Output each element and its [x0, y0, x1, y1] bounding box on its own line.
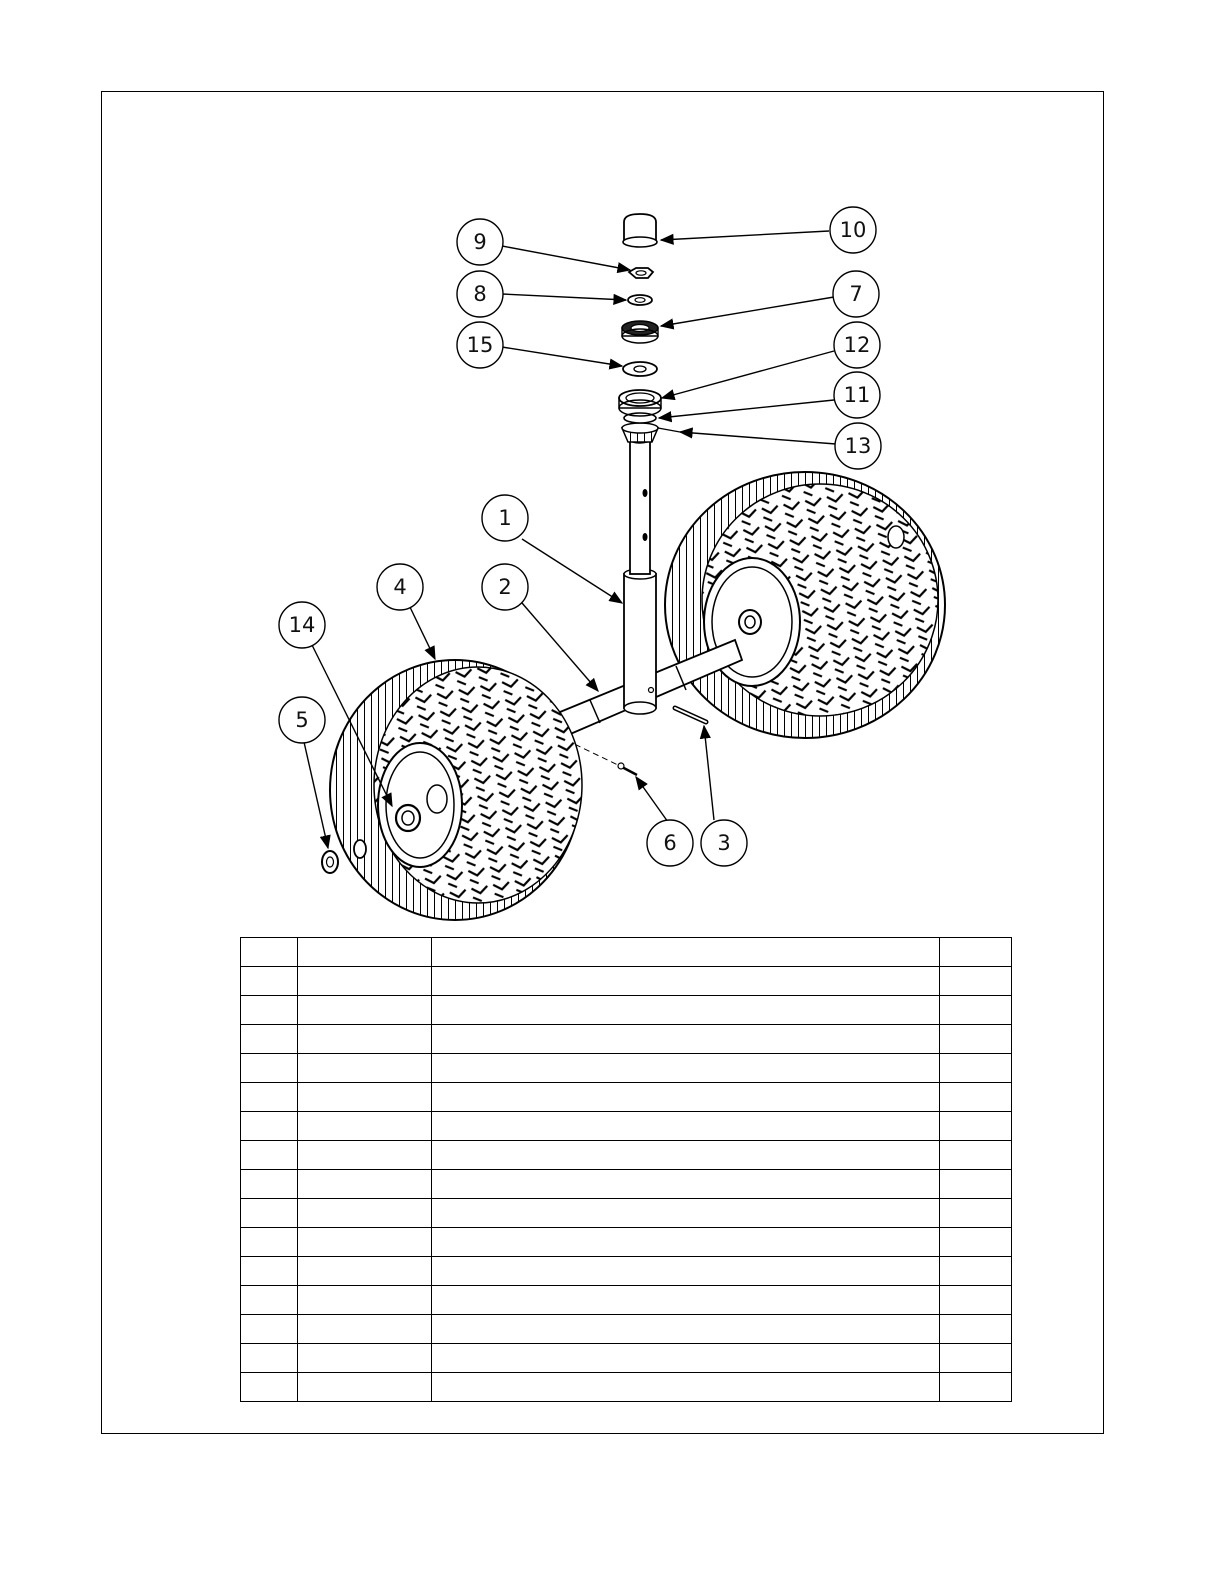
table-cell: [432, 1054, 940, 1083]
table-row: [241, 1286, 1012, 1315]
table-row: [241, 1054, 1012, 1083]
table-row: [241, 1199, 1012, 1228]
roll-pin: [675, 708, 706, 722]
callout-15: [457, 322, 503, 368]
callout-3: [701, 820, 747, 866]
callout-8: [457, 271, 503, 317]
table-cell: [241, 1083, 298, 1112]
table-cell: [241, 1286, 298, 1315]
table-row: [241, 1373, 1012, 1402]
table-cell: [432, 1170, 940, 1199]
thrust-washer: [623, 362, 657, 376]
table-cell: [432, 1286, 940, 1315]
table-row: [241, 1112, 1012, 1141]
table-cell: [432, 1344, 940, 1373]
table-cell: [241, 1315, 298, 1344]
callout-14-label: 14: [288, 613, 316, 637]
table-cell: [241, 1199, 298, 1228]
callout-11-label: 11: [843, 383, 871, 407]
table-cell: [940, 1141, 1012, 1170]
callout-2: [482, 564, 528, 610]
callout-12-label: 12: [843, 333, 871, 357]
table-cell: [432, 967, 940, 996]
table-cell: [298, 1373, 432, 1402]
table-cell: [940, 1199, 1012, 1228]
callout-5-label: 5: [295, 708, 309, 732]
table-cell: [298, 996, 432, 1025]
callout-2-label: 2: [498, 575, 512, 599]
table-row: [241, 967, 1012, 996]
table-cell: [432, 1025, 940, 1054]
table-cell: [241, 1141, 298, 1170]
callout-6-label: 6: [663, 831, 677, 855]
table-cell: [241, 938, 298, 967]
table-cell: [940, 1112, 1012, 1141]
bearing-cup: [619, 390, 661, 416]
flat-washer: [628, 295, 652, 305]
table-cell: [940, 996, 1012, 1025]
table-cell: [241, 1373, 298, 1402]
table-cell: [940, 967, 1012, 996]
table-cell: [241, 1025, 298, 1054]
callout-3-label: 3: [717, 831, 731, 855]
table-cell: [241, 1257, 298, 1286]
table-cell: [940, 1257, 1012, 1286]
table-row: [241, 1141, 1012, 1170]
table-cell: [940, 1344, 1012, 1373]
table-cell: [241, 996, 298, 1025]
callout-4: [377, 564, 423, 610]
callout-1-label: 1: [498, 506, 512, 530]
table-cell: [241, 1170, 298, 1199]
callout-14: [279, 602, 325, 648]
table-cell: [940, 1083, 1012, 1112]
table-row: [241, 1228, 1012, 1257]
table-cell: [298, 1141, 432, 1170]
table-cell: [298, 938, 432, 967]
table-cell: [432, 938, 940, 967]
table-cell: [432, 1083, 940, 1112]
hex-nut: [629, 268, 653, 278]
table-cell: [940, 938, 1012, 967]
table-cell: [940, 1315, 1012, 1344]
table-cell: [940, 1228, 1012, 1257]
table-cell: [298, 1083, 432, 1112]
callout-8-label: 8: [473, 282, 487, 306]
table-cell: [298, 1315, 432, 1344]
callout-11: [834, 372, 880, 418]
table-cell: [432, 996, 940, 1025]
table-cell: [940, 1286, 1012, 1315]
bill-of-materials-table: [240, 937, 1012, 1402]
callout-7-label: 7: [849, 282, 863, 306]
table-row: [241, 1344, 1012, 1373]
table-cell: [940, 1025, 1012, 1054]
callout-13: [835, 423, 881, 469]
table-cell: [940, 1373, 1012, 1402]
callout-6: [647, 820, 693, 866]
table-cell: [432, 1257, 940, 1286]
callout-1: [482, 495, 528, 541]
table-row: [241, 1257, 1012, 1286]
right-wheel: [665, 472, 945, 738]
table-cell: [298, 1344, 432, 1373]
callout-10-label: 10: [839, 218, 867, 242]
table-cell: [432, 1112, 940, 1141]
callout-9: [457, 219, 503, 265]
callout-12: [834, 322, 880, 368]
table-cell: [241, 1344, 298, 1373]
table-cell: [241, 1228, 298, 1257]
table-cell: [298, 967, 432, 996]
table-cell: [298, 1112, 432, 1141]
table-cell: [298, 1199, 432, 1228]
callout-9-label: 9: [473, 230, 487, 254]
table-row: [241, 938, 1012, 967]
callout-5: [279, 697, 325, 743]
table-cell: [432, 1141, 940, 1170]
callout-15-label: 15: [466, 333, 494, 357]
callout-10: [830, 207, 876, 253]
table-cell: [940, 1170, 1012, 1199]
callout-7: [833, 271, 879, 317]
spindle-post: [624, 437, 656, 714]
callout-4-label: 4: [393, 575, 407, 599]
table-cell: [241, 967, 298, 996]
table-cell: [432, 1228, 940, 1257]
ball-bearing: [622, 321, 658, 343]
table-cell: [298, 1286, 432, 1315]
left-wheel: [330, 660, 582, 920]
bearing-cone: [622, 423, 680, 442]
table-row: [241, 1315, 1012, 1344]
table-row: [241, 1025, 1012, 1054]
table-cell: [298, 1025, 432, 1054]
table-cell: [940, 1054, 1012, 1083]
table-cell: [298, 1170, 432, 1199]
callout-13-label: 13: [844, 434, 872, 458]
table-cell: [432, 1315, 940, 1344]
table-row: [241, 1083, 1012, 1112]
table-cell: [241, 1054, 298, 1083]
table-cell: [298, 1054, 432, 1083]
table-cell: [432, 1373, 940, 1402]
table-cell: [432, 1199, 940, 1228]
table-cell: [298, 1257, 432, 1286]
table-cell: [241, 1112, 298, 1141]
table-row: [241, 996, 1012, 1025]
table-row: [241, 1170, 1012, 1199]
dust-cap: [623, 214, 657, 247]
table-cell: [298, 1228, 432, 1257]
